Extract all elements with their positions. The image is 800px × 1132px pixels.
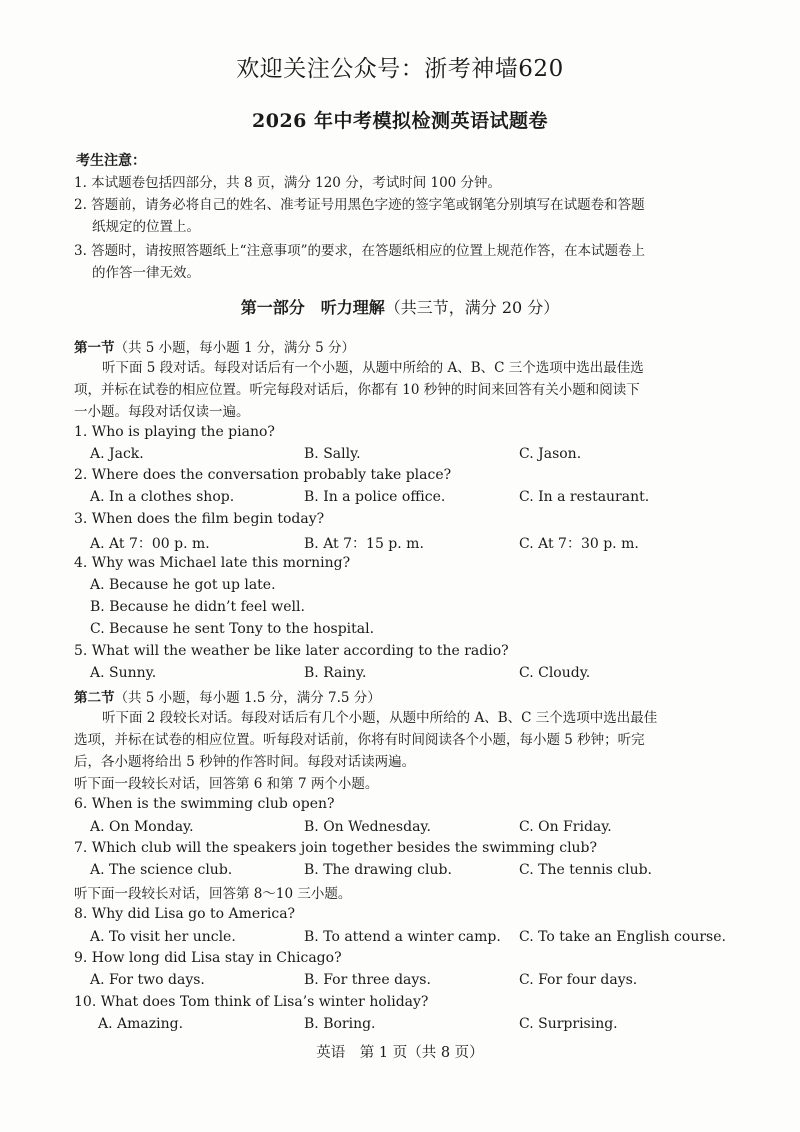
- question-10: 10. What does Tom think of Lisa’s winter holiday?: [74, 994, 429, 1010]
- question-1: 1. Who is playing the piano?: [74, 424, 275, 440]
- q3-option-c: C. At 7：30 p. m.: [519, 536, 639, 552]
- section-1-instr-line-1: 听下面 5 段对话。每段对话后有一个小题，从题中所给的 A、B、C 三个选项中选出最佳选: [102, 360, 644, 376]
- question-4: 4. Why was Michael late this morning?: [74, 555, 351, 571]
- section-2-label: 第二节: [74, 690, 115, 706]
- q8-option-b: B. To attend a winter camp.: [304, 929, 501, 945]
- notice-heading: 考生注意：: [76, 153, 146, 169]
- q2-option-a: A. In a clothes shop.: [90, 489, 235, 505]
- q1-option-b: B. Sally.: [304, 446, 361, 462]
- question-3: 3. When does the film begin today?: [74, 511, 325, 527]
- wechat-banner: 欢迎关注公众号：浙考神墙620: [236, 56, 564, 82]
- question-8: 8. Why did Lisa go to America?: [74, 906, 296, 922]
- q3-option-b: B. At 7：15 p. m.: [304, 536, 424, 552]
- q10-option-a: A. Amazing.: [98, 1016, 184, 1032]
- section-1-label: 第一节: [74, 340, 115, 356]
- q5-option-c: C. Cloudy.: [519, 665, 591, 681]
- q5-option-b: B. Rainy.: [304, 665, 367, 681]
- section-1-instr-line-2: 项，并标在试卷的相应位置。听完每段对话后，你都有 10 秒钟的时间来回答有关小题和阅读下: [74, 382, 640, 398]
- question-7: 7. Which club will the speakers join together besides the swimming club?: [74, 840, 598, 856]
- section-2-heading: [74, 686, 381, 706]
- part-1-title: [0, 295, 800, 318]
- section-2-note: （共 5 小题，每小题 1.5 分，满分 7.5 分）: [114, 690, 381, 706]
- notice-item-2-line-2: 纸规定的位置上。: [92, 219, 200, 235]
- q2-option-c: C. In a restaurant.: [519, 489, 650, 505]
- section-2-instr-line-1: 听下面 2 段较长对话。每段对话后有几个小题，从题中所给的 A、B、C 三个选项中选出最佳: [102, 710, 658, 726]
- q4-option-a: A. Because he got up late.: [90, 577, 276, 593]
- section-1-note: （共 5 小题，每小题 1 分，满分 5 分）: [114, 340, 356, 356]
- dialog-2-intro: 听下面一段较长对话，回答第 8～10 三小题。: [74, 886, 352, 902]
- q6-option-a: A. On Monday.: [90, 819, 194, 835]
- notice-item-3-line-1: 3. 答题时，请按照答题纸上“注意事项”的要求，在答题纸相应的位置上规范作答，在本试题卷上: [74, 243, 645, 259]
- q7-option-a: A. The science club.: [90, 862, 233, 878]
- q7-option-b: B. The drawing club.: [304, 862, 452, 878]
- q5-option-a: A. Sunny.: [90, 665, 157, 681]
- question-2: 2. Where does the conversation probably take place?: [74, 467, 452, 483]
- q10-option-b: B. Boring.: [304, 1016, 376, 1032]
- q1-option-a: A. Jack.: [90, 446, 144, 462]
- q7-option-c: C. The tennis club.: [519, 862, 653, 878]
- q6-option-b: B. On Wednesday.: [304, 819, 431, 835]
- question-5: 5. What will the weather be like later according to the radio?: [74, 643, 509, 659]
- q10-option-c: C. Surprising.: [519, 1016, 618, 1032]
- dialog-1-intro: 听下面一段较长对话，回答第 6 和第 7 两个小题。: [74, 776, 379, 792]
- q9-option-b: B. For three days.: [304, 972, 431, 988]
- q3-option-a: A. At 7：00 p. m.: [90, 536, 210, 552]
- q2-option-b: B. In a police office.: [304, 489, 446, 505]
- q9-option-a: A. For two days.: [90, 972, 205, 988]
- question-6: 6. When is the swimming club open?: [74, 796, 335, 812]
- section-2-instr-line-3: 后，各小题将给出 5 秒钟的作答时间。每段对话读两遍。: [74, 754, 416, 770]
- q8-option-c: C. To take an English course.: [519, 929, 726, 945]
- q6-option-c: C. On Friday.: [519, 819, 612, 835]
- section-1-heading: [74, 336, 355, 356]
- page-footer: 英语 第 1 页（共 8 页）: [316, 1045, 484, 1061]
- section-1-instr-line-3: 一小题。每段对话仅读一遍。: [74, 404, 250, 420]
- part-1-title-text: 第一部分 听力理解: [240, 298, 385, 317]
- q8-option-a: A. To visit her uncle.: [90, 929, 236, 945]
- q1-option-c: C. Jason.: [519, 446, 582, 462]
- exam-title: 2026 年中考模拟检测英语试题卷: [252, 110, 548, 132]
- notice-item-2-line-1: 2. 答题前，请务必将自己的姓名、准考证号用黑色字迹的签字笔或钢笔分别填写在试题卷和答题: [74, 197, 645, 213]
- question-9: 9. How long did Lisa stay in Chicago?: [74, 950, 342, 966]
- notice-item-1: 1. 本试题卷包括四部分，共 8 页，满分 120 分，考试时间 100 分钟。: [74, 175, 502, 191]
- part-1-title-note: （共三节，满分 20 分）: [384, 298, 560, 317]
- notice-item-3-line-2: 的作答一律无效。: [92, 265, 200, 281]
- q4-option-c: C. Because he sent Tony to the hospital.: [90, 621, 375, 637]
- q9-option-c: C. For four days.: [519, 972, 638, 988]
- q4-option-b: B. Because he didn’t feel well.: [90, 599, 305, 615]
- section-2-instr-line-2: 选项，并标在试卷的相应位置。听每段对话前，你将有时间阅读各个小题，每小题 5 秒钟；听完: [74, 732, 645, 748]
